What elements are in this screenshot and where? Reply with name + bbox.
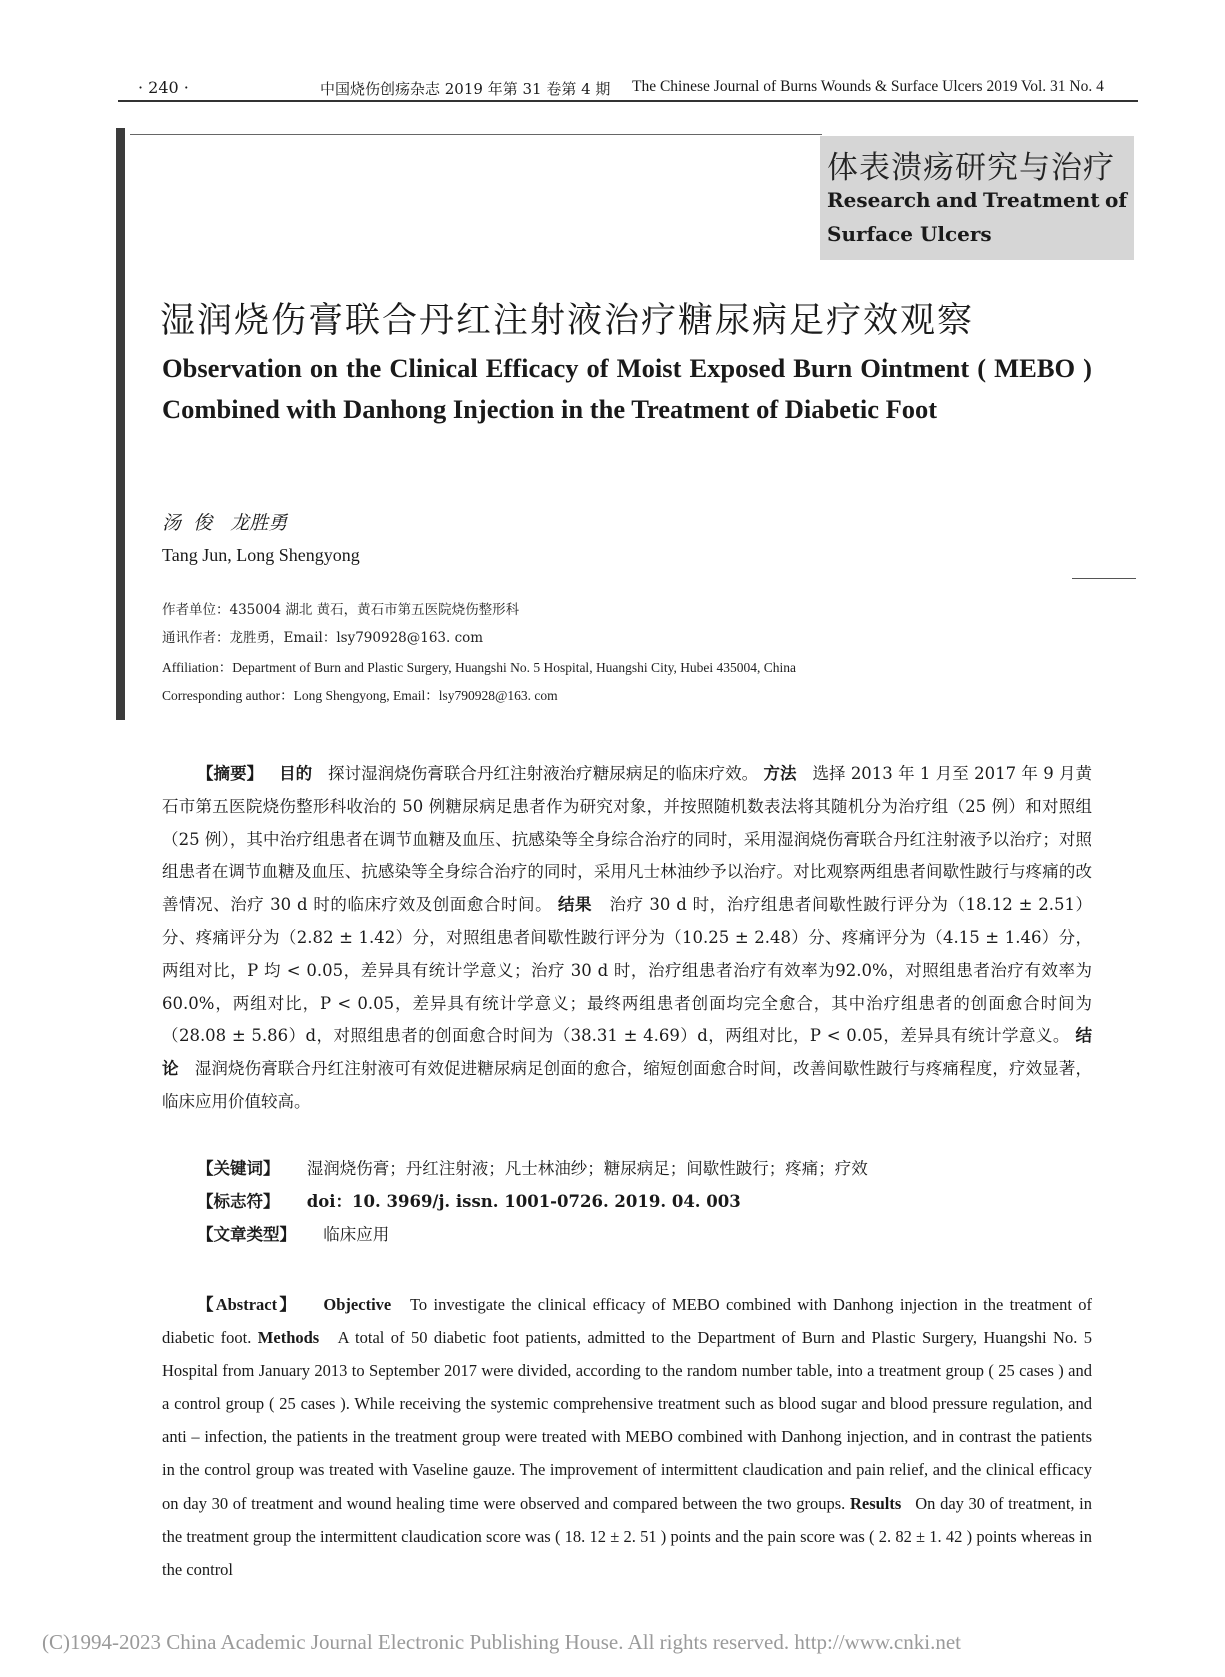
authors-en: Tang Jun, Long Shengyong [162,545,360,565]
section-word: and [936,188,978,212]
page-number: · 240 · [138,78,189,97]
keywords-value: 湿润烧伤膏；丹红注射液；凡士林油纱；糖尿病足；间歇性跛行；疼痛；疗效 [306,1159,868,1178]
article-type-value: 临床应用 [323,1225,390,1244]
conclusion-label: 结论 [162,1026,1093,1079]
abstract-en-label: 【Abstract】 [197,1295,299,1314]
abstract-cn [162,758,1092,1119]
journal-header-cn: 中国烧伤创疡杂志 2019 年第 31 卷第 4 期 [320,80,611,98]
article-title-cn: 湿润烧伤膏联合丹红注射液治疗糖尿病足疗效观察 [160,301,975,341]
section-word: Treatment [983,188,1100,212]
methods-label: 方法 [763,764,797,783]
results-en-label: Results [849,1493,902,1513]
article-title-en: Observation on the Clinical Efficacy of Moist Exposed Burn Ointment ( MEBO ) Combined with Danhong Injection in the Treatment of Diabetic Foot [162,353,1092,424]
results-label: 结果 [557,895,593,915]
keywords-label: 【关键词】 [197,1159,280,1178]
abstract-label: 【摘要】 [197,764,264,783]
abstract-en [162,1288,1092,1586]
identifier [197,1188,741,1212]
header-rule [118,100,1138,102]
methods-en-label: Methods [257,1328,320,1348]
methods-en-text: A total of 50 diabetic foot patients, admitted to the Department of Burn and Plastic Surgery, Huangshi No. 5 Hospital from January 2013 to September 2017 were divided, according to the random number table, into a treatment group ( 25 cases ) and a control group ( 25 cases ). While receiving the systemic comprehensive treatment such as blood sugar and blood pressure regulation, and anti – infection, the patients in the treatment group were treated with MEBO combined with Danhong injection, and in contrast the patients in the control group was treated with Vaseline gauze. The improvement of intermittent claudication and pain relief, and the clinical efficacy on day 30 of treatment and wound healing time were observed and compared between the two groups. [162,1328,1093,1513]
authors-cn: 汤 俊 龙胜勇 [162,512,288,534]
author-rule [1072,578,1136,579]
corresponding-en: Corresponding author：Long Shengyong, Email：lsy790928@163. com [162,688,558,703]
copyright-footer: (C)1994-2023 China Academic Journal Electronic Publishing House. All rights reserved. http://www.cnki.net [42,1630,961,1654]
section-title-en-line1 [827,188,1127,212]
article-type [197,1221,389,1245]
affiliation-cn: 作者单位：435004 湖北 黄石，黄石市第五医院烧伤整形科 [162,602,520,618]
methods-text: 选择 2013 年 1 月至 2017 年 9 月黄石市第五医院烧伤整形科收治的 50 例糖尿病足患者作为研究对象，并按照随机数表法将其随机分为治疗组（25 例）和对照组（25 例），其中治疗组患者在调节血糖及血压、抗感染等全身综合治疗的同时，采用湿润烧伤膏联合丹红注射液予以治疗；对照组患者在调节血糖及血压、抗感染等全身综合治疗的同时，采用凡士林油纱予以治疗。对比观察两组患者间歇性跛行与疼痛的改善情况、治疗 30 d 时的临床疗效及创面愈合时间。 [162,764,1093,915]
identifier-label: 【标志符】 [197,1192,280,1211]
left-margin-bar [116,128,125,720]
doi-value: doi：10. 3969/j. issn. 1001-0726. 2019. 04. 003 [306,1192,741,1211]
objective-label: 目的 [279,764,313,783]
keywords [197,1155,868,1179]
journal-header-en: The Chinese Journal of Burns Wounds & Surface Ulcers 2019 Vol. 31 No. 4 [632,78,1104,95]
section-word: of [1105,188,1127,212]
section-title-cn: 体表溃疡研究与治疗 [827,150,1115,186]
results-en-text: On day 30 of treatment, in the treatment group the intermittent claudication score was ( 18. 12 ± 2. 51 ) points and the pain score was ( 2. 82 ± 1. 42 ) points whereas in the control [162,1493,1093,1579]
affiliation-en: Affiliation：Department of Burn and Plastic Surgery, Huangshi No. 5 Hospital, Huangshi City, Hubei 435004, China [162,660,797,675]
objective-text: 探讨湿润烧伤膏联合丹红注射液治疗糖尿病足的临床疗效。 [328,764,759,783]
section-word: Research [827,188,931,212]
top-rule [130,134,822,135]
section-title-en-line2: Surface Ulcers [827,222,992,246]
article-type-label: 【文章类型】 [197,1225,296,1244]
results-text: 治疗 30 d 时，治疗组患者间歇性跛行评分为（18.12 ± 2.51）分、疼痛评分为（2.82 ± 1.42）分，对照组患者间歇性跛行评分为（10.25 ± 2.48）分、疼痛评分为（4.15 ± 1.46）分，两组对比，P 均 < 0.05，差异具有统计学意义；治疗 30 d 时，治疗组患者治疗有效率为92.0%，对照组患者治疗有效率为60.0%，两组对比，P < 0.05，差异具有统计学意义；最终两组患者创面均完全愈合，其中治疗组患者的创面愈合时间为（28.08 ± 5.86）d，对照组患者的创面愈合时间为（38.31 ± 4.69）d，两组对比，P < 0.05，差异具有统计学意义。 [162,895,1093,1046]
objective-en-label: Objective [323,1295,392,1314]
corresponding-cn: 通讯作者：龙胜勇，Email：lsy790928@163. com [162,630,484,646]
conclusion-text: 湿润烧伤膏联合丹红注射液可有效促进糖尿病足创面的愈合，缩短创面愈合时间，改善间歇性跛行与疼痛程度，疗效显著，临床应用价值较高。 [162,1059,1092,1111]
objective-en-text: To investigate the clinical efficacy of MEBO combined with Danhong injection in the treatment of diabetic foot. [162,1295,1093,1348]
